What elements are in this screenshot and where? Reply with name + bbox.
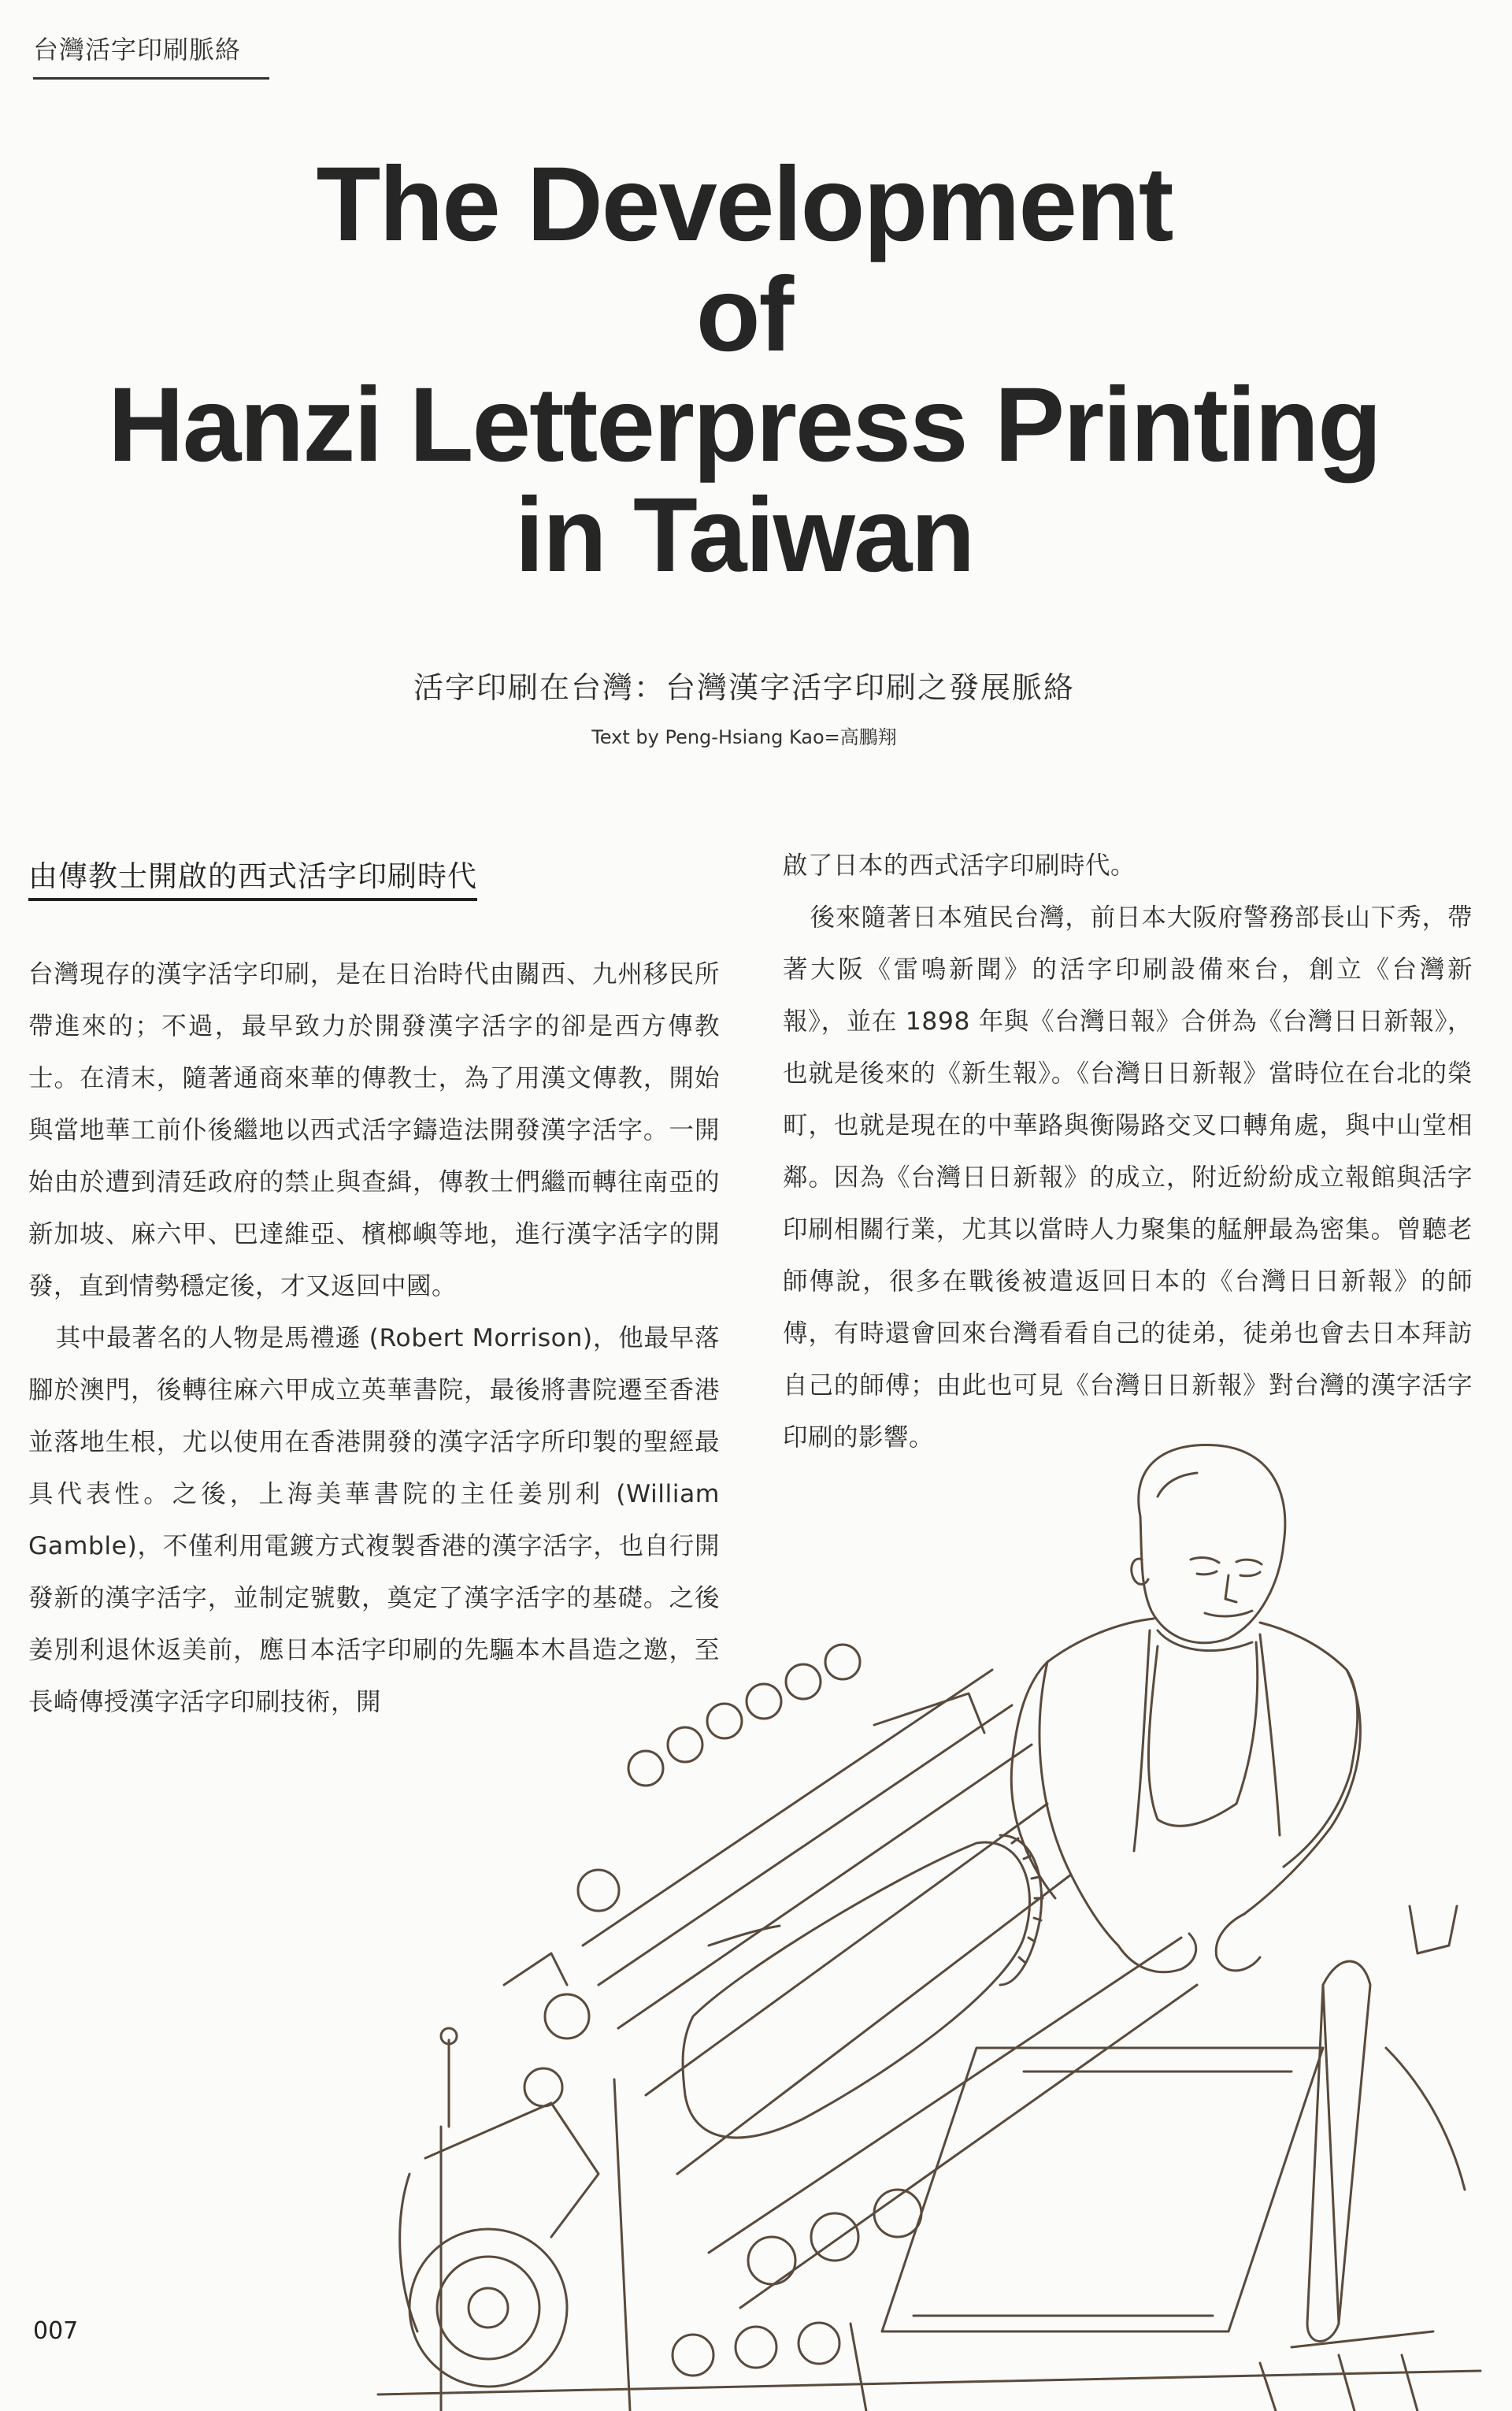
section-heading: 由傳教士開啟的西式活字印刷時代 xyxy=(28,852,477,901)
title-line-1: The Development xyxy=(316,146,1173,263)
title-line-2: of xyxy=(695,256,793,373)
chinese-subtitle: 活字印刷在台灣：台灣漢字活字印刷之發展脈絡 xyxy=(413,670,1075,705)
page-number: 007 xyxy=(33,2317,79,2345)
title-line-4: in Taiwan xyxy=(514,477,974,594)
section-tag: 台灣活字印刷脈絡 xyxy=(33,30,269,80)
paragraph: 後來隨著日本殖民台灣，前日本大阪府警務部長山下秀，帶著大阪《雷鳴新聞》的活字印刷設備來台，創立《台灣新報》，並在 1898 年與《台灣日報》合併為《台灣日日新報》，也就是後來的《新生報》。《台灣日日新報》當時位在台北的榮町，也就是現在的中華路與衡陽路交叉口轉角處，與中山堂相鄰。因為《台灣日日新報》的成立，附近紛紛成立報館與活字印刷相關行業，尤其以當時人力聚集的艋舺最為密集。曾聽老師傳說，很多在戰後被遣返回日本的《台灣日日新報》的師傅，有時還會回來台灣看看自己的徒弟，徒弟也會去日本拜訪自己的師傅；由此也可見《台灣日日新報》對台灣的漢字活字印刷的影響。 xyxy=(783,903,1473,1452)
title-line-3: Hanzi Letterpress Printing xyxy=(108,366,1380,484)
press-machine xyxy=(378,1645,1480,2411)
printer-figure xyxy=(1011,1445,1360,1971)
paragraph: 啟了日本的西式活字印刷時代。 xyxy=(783,851,1136,880)
paragraph: 其中最著名的人物是馬禮遜 (Robert Morrison)，他最早落腳於澳門，後轉往麻六甲成立英華書院，最後將書院遷至香港並落地生根，尤以使用在香港開發的漢字活字所印製的聖經最具代表性。之後，上海美華書院的主任姜別利 (William Gamble)，不僅利用電鍍方式複製香港的漢字活字，也自行開發新的漢字活字，並制定號數，奠定了漢字活字的基礎。之後姜別利退休返美前，應日本活字印刷的先驅本木昌造之邀，至長崎傳授漢字活字印刷技術，開 xyxy=(28,1324,720,1716)
paragraph: 台灣現存的漢字活字印刷，是在日治時代由關西、九州移民所帶進來的；不過，最早致力於開發漢字活字的卻是西方傳教士。在清末，隨著通商來華的傳教士，為了用漢文傳教，開始與當地華工前仆後繼地以西式活字鑄造法開發漢字活字。一開始由於遭到清廷政府的禁止與查緝，傳教士們繼而轉往南亞的新加坡、麻六甲、巴達維亞、檳榔嶼等地，進行漢字活字的開發，直到情勢穩定後，才又返回中國。 xyxy=(28,960,720,1300)
byline: Text by Peng-Hsiang Kao=高鵬翔 xyxy=(591,726,897,748)
